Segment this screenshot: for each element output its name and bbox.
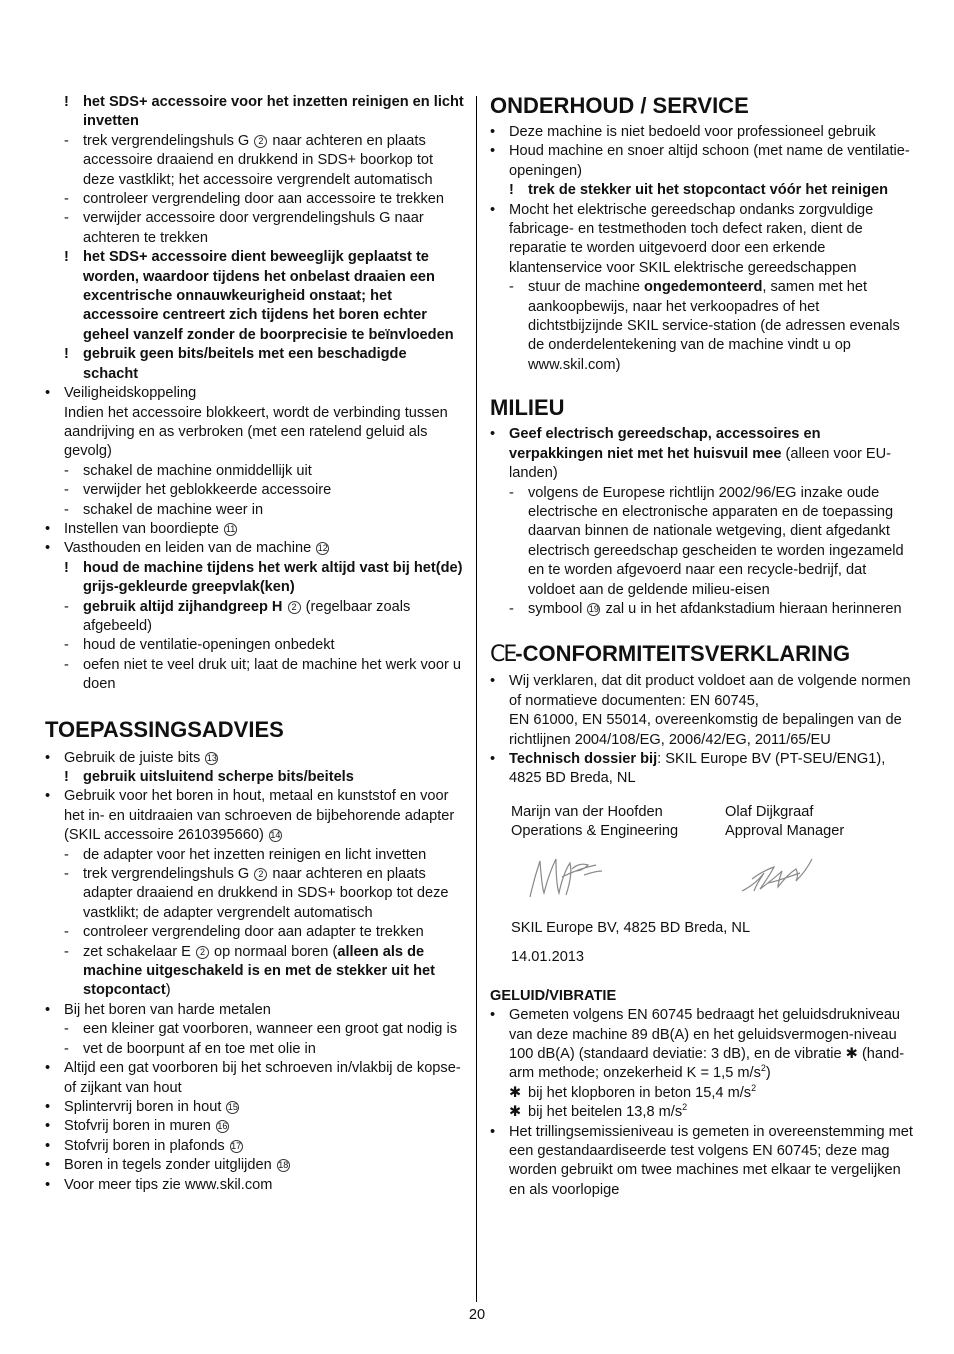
signature-2-image xyxy=(738,853,818,899)
milieu-list xyxy=(490,425,915,619)
sub-item xyxy=(45,598,465,637)
warning-item xyxy=(45,345,465,384)
item-text: gebruik geen bits/beitels met een beschadigde schacht xyxy=(83,346,407,382)
sub-item xyxy=(45,923,465,942)
bullet-item xyxy=(490,672,915,750)
sub-item xyxy=(45,481,465,500)
heading-milieu: MILIEU xyxy=(490,395,565,421)
list-marker: - xyxy=(64,656,69,673)
item-text: symbool 19 zal u in het afdankstadium hieraan herinneren xyxy=(528,600,902,617)
list-marker: • xyxy=(490,673,496,690)
list-marker: - xyxy=(64,501,69,518)
list-marker: - xyxy=(64,210,69,227)
list-marker: - xyxy=(509,600,514,617)
heading-onderhoud: ONDERHOUD / SERVICE xyxy=(490,93,749,118)
list-marker: • xyxy=(45,1137,51,1154)
sub-item xyxy=(45,943,465,1001)
right-column xyxy=(490,93,915,1200)
bullet-item xyxy=(490,1123,915,1201)
item-text: Bij het boren van harde metalen xyxy=(64,1001,271,1018)
list-marker: • xyxy=(45,1060,51,1077)
item-text: controleer vergrendeling door aan accessoire te trekken xyxy=(83,191,444,208)
list-marker: • xyxy=(490,426,496,443)
list-marker: - xyxy=(64,943,69,960)
signature-date: 14.01.2013 xyxy=(511,948,585,965)
warning-item xyxy=(45,93,465,132)
item-text: Stofvrij boren in muren 16 xyxy=(64,1118,228,1135)
warning-item xyxy=(45,248,465,345)
sub-item xyxy=(45,190,465,209)
item-text: schakel de machine weer in xyxy=(83,501,264,518)
item-text: houd de machine tijdens het werk altijd vast bij het(de) grijs-gekleurde greepvlak(ken) xyxy=(83,559,463,596)
sub-item xyxy=(45,209,465,248)
item-text: Boren in tegels zonder uitglijden 18 xyxy=(64,1157,289,1174)
list-marker: • xyxy=(45,1098,51,1115)
bullet-item xyxy=(490,425,915,483)
list-marker: ✱ xyxy=(509,1084,522,1101)
bullet-item xyxy=(490,750,915,789)
list-marker: - xyxy=(509,279,514,296)
item-text: verwijder het geblokkeerde accessoire xyxy=(83,482,332,499)
sub-item xyxy=(45,656,465,695)
warning-item xyxy=(45,768,465,787)
item-text: Stofvrij boren in plafonds 17 xyxy=(64,1137,242,1154)
sub-item xyxy=(490,1084,915,1103)
left-top-list xyxy=(45,93,465,695)
item-text: bij het klopboren in beton 15,4 $m/s^2$ xyxy=(528,1082,757,1101)
sub-item xyxy=(45,1040,465,1059)
signature-block xyxy=(490,803,915,978)
sub-item xyxy=(45,132,465,190)
bullet-item xyxy=(45,1098,465,1117)
list-marker: • xyxy=(45,1001,51,1018)
item-text: schakel de machine onmiddellijk uit xyxy=(83,462,312,479)
item-text: Voor meer tips zie www.skil.com xyxy=(64,1176,273,1193)
list-marker: - xyxy=(64,637,69,654)
signature-1-image xyxy=(526,849,606,905)
list-marker: • xyxy=(490,1123,496,1140)
list-marker: • xyxy=(45,749,51,766)
item-text: volgens de Europese richtlijn 2002/96/EG inzake oude electrische en electronische apparaten en de toepassing daarvan binnen de nationale wetgeving, dient afgedankt electrisch gereedschap gescheiden te worden ingezameld en te worden afgevoerd naar een recycle-bedrijf, dat voldoet aan de geldende milieu-eisen xyxy=(528,484,904,598)
column-divider xyxy=(476,96,477,1302)
list-marker: - xyxy=(64,924,69,941)
item-text: Gemeten volgens EN 60745 bedraagt het geluidsdrukniveau van deze machine 89 dB(A) en het geluidsvermogen-niveau 100 dB(A) (standaard deviatie: 3 dB), en de vibratie ✱ (hand-arm methode; onzekerheid K = 1,5 $m/s^2$) xyxy=(509,1007,905,1082)
ce-mark: CE xyxy=(490,642,516,668)
item-text: controleer vergrendeling door aan adapter te trekken xyxy=(83,924,424,941)
page-number: 20 xyxy=(468,1307,486,1323)
item-text: Instellen van boordiepte 11 xyxy=(64,520,236,537)
item-text: Deze machine is niet bedoeld voor professioneel gebruik xyxy=(509,124,876,140)
sub-item xyxy=(490,484,915,600)
item-text: Gebruik de juiste bits 13 xyxy=(64,749,217,766)
bullet-item xyxy=(45,787,465,845)
list-marker: ! xyxy=(64,559,69,576)
sub-item xyxy=(490,278,915,375)
item-text: Vasthouden en leiden van de machine 12 xyxy=(64,540,328,557)
bullet-item xyxy=(45,1137,465,1156)
item-text: het SDS+ accessoire voor het inzetten reinigen en licht invetten xyxy=(83,94,464,130)
item-text: zet schakelaar E 2 op normaal boren (alleen als de machine uitgeschakeld is en met de stekker uit het stopcontact) xyxy=(83,943,435,999)
list-marker: • xyxy=(490,1007,496,1024)
item-text: gebruik altijd zijhandgreep H 2 (regelbaar zoals afgebeeld) xyxy=(83,598,411,634)
item-text: vet de boorpunt af en toe met olie in xyxy=(83,1040,316,1057)
bullet-item xyxy=(490,142,915,181)
list-marker: • xyxy=(45,385,51,402)
list-marker: - xyxy=(64,191,69,208)
list-marker: • xyxy=(45,1176,51,1193)
bullet-item xyxy=(45,1176,465,1195)
item-text: Houd machine en snoer altijd schoon (met name de ventilatie-openingen) xyxy=(509,143,910,179)
list-marker: ! xyxy=(64,249,69,266)
bullet-item xyxy=(490,1006,915,1084)
list-marker: - xyxy=(64,846,69,863)
item-text: verwijder accessoire door vergrendelingshuls G naar achteren te trekken xyxy=(83,210,424,246)
list-marker: • xyxy=(45,788,51,805)
sub-item xyxy=(45,462,465,481)
item-text: Veiligheidskoppeling Indien het accessoire blokkeert, wordt de verbinding tussen aandrijving en as verbroken (met een ratelend geluid als gevolg) xyxy=(64,385,448,460)
bullet-item xyxy=(45,749,465,768)
signatory-2: Olaf Dijkgraaf Approval Manager xyxy=(725,803,845,840)
item-text: oefen niet te veel druk uit; laat de machine het werk voor u doen xyxy=(83,656,462,693)
bullet-item xyxy=(45,1059,465,1098)
item-text: Het trillingsemissieniveau is gemeten in overeenstemming met een gestandaardiseerde test volgens EN 60745; deze mag worden gebruikt om twee machines met elkaar te vergelijken en als voorlopige xyxy=(509,1123,913,1198)
list-marker: - xyxy=(64,1040,69,1057)
bullet-item xyxy=(490,201,915,279)
left-column xyxy=(45,93,465,1195)
item-text: trek vergrendelingshuls G 2 naar achteren en plaats adapter draaiend en drukkend in SDS+ boorkop tot deze vastklikt; de adapter vergrendelt automatisch xyxy=(83,866,449,921)
list-marker: ! xyxy=(64,94,69,110)
list-marker: • xyxy=(45,540,51,557)
sub-item xyxy=(45,636,465,655)
list-marker: • xyxy=(490,750,496,767)
list-marker: - xyxy=(64,132,69,149)
item-text: Splintervrij boren in hout 15 xyxy=(64,1098,238,1115)
list-marker: • xyxy=(45,1157,51,1174)
list-marker: ! xyxy=(509,182,514,199)
item-text: een kleiner gat voorboren, wanneer een groot gat nodig is xyxy=(83,1021,458,1038)
sub-item xyxy=(490,1103,915,1122)
item-text: stuur de machine ongedemonteerd, samen met het aankoopbewijs, naar het verkoopadres of het dichtstbijzijnde SKIL service-station (de adressen evenals de onderdelentekening van de machine vindt u op www.skil.com) xyxy=(528,279,900,373)
item-text: trek vergrendelingshuls G 2 naar achteren en plaats accessoire draaiend en drukkend in SDS+ boorkop tot deze vastklikt; het accessoire vergrendelt automatisch xyxy=(83,132,434,188)
list-marker: - xyxy=(509,484,514,501)
bullet-item xyxy=(45,1117,465,1136)
conformiteit-list xyxy=(490,672,915,788)
heading-geluid-vibratie: GELUID/VIBRATIE xyxy=(490,987,617,1004)
list-marker: - xyxy=(64,598,69,615)
item-text: Gebruik voor het boren in hout, metaal en kunststof en voor het in- en uitdraaien van schroeven de bijbehorende adapter (SKIL accessoire 2610395660) 14 xyxy=(64,788,455,844)
list-marker: • xyxy=(45,520,51,537)
item-text: bij het beitelen 13,8 $m/s^2$ xyxy=(528,1102,688,1121)
list-marker: • xyxy=(490,143,496,160)
company-line: SKIL Europe BV, 4825 BD Breda, NL xyxy=(511,919,751,936)
bullet-item xyxy=(45,1156,465,1175)
sub-item xyxy=(45,501,465,520)
list-marker: - xyxy=(64,482,69,499)
bullet-item xyxy=(45,1001,465,1020)
bullet-item xyxy=(45,539,465,558)
list-marker: - xyxy=(64,866,69,883)
sub-item xyxy=(490,600,915,619)
bullet-item xyxy=(45,520,465,539)
bullet-item xyxy=(45,384,465,462)
warning-item xyxy=(45,559,465,598)
item-text: Technisch dossier bij: SKIL Europe BV (PT-SEU/ENG1), 4825 BD Breda, NL xyxy=(509,750,886,787)
bullet-item xyxy=(490,123,915,142)
item-text: gebruik uitsluitend scherpe bits/beitels xyxy=(83,769,354,785)
list-marker: ! xyxy=(64,769,69,785)
heading-toepassingsadvies: TOEPASSINGSADVIES xyxy=(45,716,284,742)
list-marker: • xyxy=(490,201,496,218)
list-marker: • xyxy=(490,124,496,140)
item-text: Mocht het elektrische gereedschap ondanks zorgvuldige fabricage- en testmethoden toch defect raken, dient de reparatie te worden uitgevoerd door een erkende klantenservice voor SKIL elektrische gereedschappen xyxy=(509,201,874,276)
item-text: Wij verklaren, dat dit product voldoet aan de volgende normen of normatieve documenten: EN 60745, EN 61000, EN 55014, overeenkomstig de bepalingen van de richtlijnen 2004/108/EG, 2006/42/EG, 2011/65/EU xyxy=(509,673,911,748)
item-text: Altijd een gat voorboren bij het schroeven in/vlakbij de kopse- of zijkant van hout xyxy=(64,1060,461,1096)
toepassing-list xyxy=(45,749,465,1195)
list-marker: - xyxy=(64,1021,69,1038)
signatory-1: Marijn van der Hoofden Operations & Engineering xyxy=(511,803,679,840)
item-text: de adapter voor het inzetten reinigen en licht invetten xyxy=(83,846,427,863)
item-text: het SDS+ accessoire dient beweeglijk geplaatst te worden, waardoor tijdens het onbelast draaien een excentrische onnauwkeurigheid onstaat; het accessoire centreert zich tijdens het boren echter geheel vanzelf zonder de boorprecisie te beïnvloeden xyxy=(83,249,454,343)
list-marker: ! xyxy=(64,346,69,363)
sub-item xyxy=(45,1020,465,1039)
sub-item xyxy=(45,846,465,865)
sub-item xyxy=(45,865,465,923)
item-text: Geef electrisch gereedschap, accessoires en verpakkingen niet met het huisvuil mee (alleen voor EU-landen) xyxy=(509,426,891,482)
list-marker: • xyxy=(45,1118,51,1135)
warning-item xyxy=(490,181,915,200)
onderhoud-list xyxy=(490,123,915,375)
heading-conformiteit: CE-CONFORMITEITSVERKLARING xyxy=(490,641,851,668)
list-marker: - xyxy=(64,462,69,479)
item-text: houd de ventilatie-openingen onbedekt xyxy=(83,637,335,654)
item-text: trek de stekker uit het stopcontact vóór het reinigen xyxy=(528,182,889,199)
list-marker: ✱ xyxy=(509,1104,522,1121)
geluid-list xyxy=(490,1006,915,1200)
